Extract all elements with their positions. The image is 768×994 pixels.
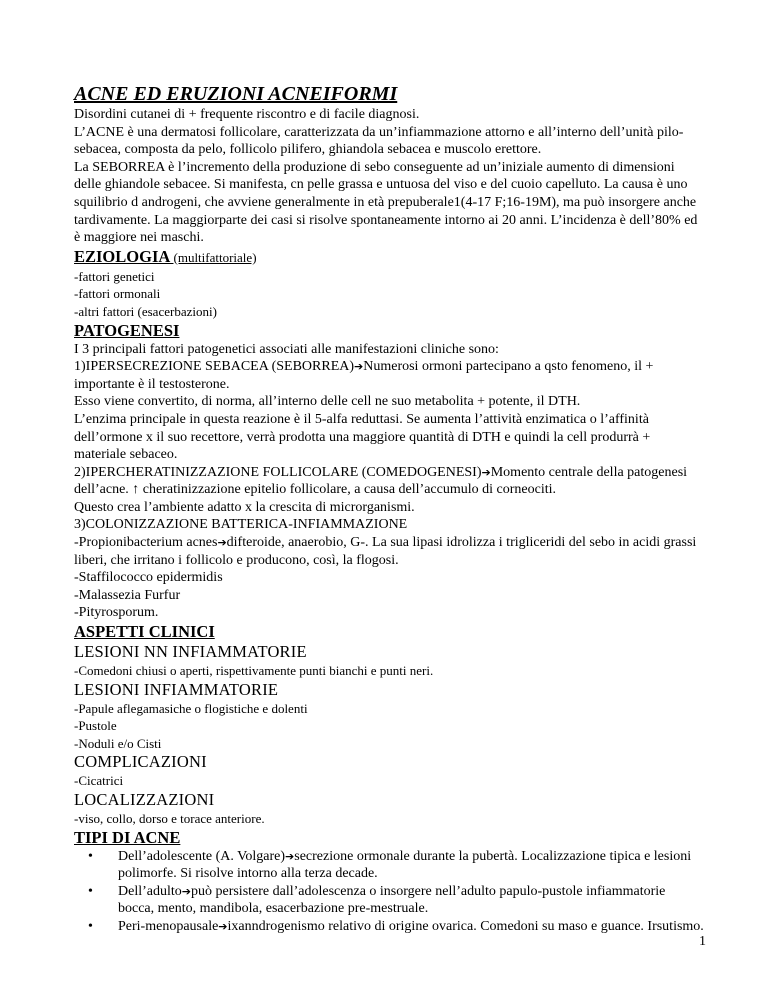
eziologia-subtitle: (multifattoriale) bbox=[173, 249, 257, 265]
arrow-right-icon: ➔ bbox=[354, 360, 364, 374]
heading-lesioni-nn-infiammatorie: LESIONI NN INFIAMMATORIE bbox=[74, 642, 307, 662]
heading-aspetti-clinici: ASPETTI CLINICI bbox=[74, 622, 215, 642]
factor-3-detail: -Propionibacterium acnes➔difteroide, anaerobio, G-. La sua lipasi idrolizza i trigliceridi del sebo in acidi grassi liberi, che irritano i follicolo e producono, così, la flogosi. bbox=[74, 535, 697, 568]
intro-acne: L’ACNE è una dermatosi follicolare, caratterizzata da un’infiammazione attorno e all’interno dell’unità pilo-sebacea, composta da pelo, follicolo pilifero, ghiandola sebacea e muscolo erettore. bbox=[74, 124, 684, 158]
lesion-item: -Pustole bbox=[74, 718, 117, 734]
list-item: • Dell’adolescente (A. Volgare)➔secrezione ormonale durante la pubertà. Localizzazione tipica e lesioni polimorfe. Si risolve intorno alla terza decade. bbox=[74, 848, 704, 883]
patogenesi-intro: I 3 principali fattori patogenetici associati alle manifestazioni cliniche sono: bbox=[74, 341, 499, 357]
arrow-right-icon: ➔ bbox=[217, 536, 227, 550]
heading-complicazioni: COMPLICAZIONI bbox=[74, 752, 207, 772]
lesion-item: -Comedoni chiusi o aperti, rispettivamente punti bianchi e punti neri. bbox=[74, 663, 434, 679]
microorganism-item: -Pityrosporum. bbox=[74, 605, 159, 621]
complication-item: -Cicatrici bbox=[74, 773, 124, 789]
intro-line-1: Disordini cutanei di + frequente riscontro e di facile diagnosi. bbox=[74, 107, 420, 122]
eziologia-item: -fattori genetici bbox=[74, 268, 155, 284]
factor-3: 3)COLONIZZAZIONE BATTERICA-INFIAMMAZIONE bbox=[74, 517, 408, 533]
factor-2: 2)IPERCHERATINIZZAZIONE FOLLICOLARE (COMEDOGENESI)➔Momento centrale della patogenesi dell’acne. ↑ cheratinizzazione epitelio follicolare, a causa dell’accumulo di corneociti. bbox=[74, 464, 688, 498]
list-item: • Dell’adulto➔può persistere dall’adolescenza o insorgere nell’adulto papulo-pustole infiammatorie bocca, mento, mandibola, esacerbazione pre-mestruale. bbox=[74, 883, 704, 918]
eziologia-item: -fattori ormonali bbox=[74, 286, 161, 302]
factor-1-detail: L’enzima principale in questa reazione è il 5-alfa reduttasi. Se aumenta l’attività enzimatica o l’affinità dell’ormone x il suo recettore, verrà prodotta una maggiore quantità di DTH e quindi la cell produrrà + materiale sebaceo. bbox=[74, 411, 651, 463]
arrow-right-icon: ➔ bbox=[481, 465, 491, 479]
page-number: 1 bbox=[699, 934, 706, 949]
heading-patogenesi: PATOGENESI bbox=[74, 320, 180, 340]
list-item: • Peri-menopausale➔ixanndrogenismo relativo di origine ovarica. Comedoni su maso e guance. Irsutismo. bbox=[74, 918, 704, 936]
arrow-right-icon: ➔ bbox=[218, 919, 228, 933]
heading-eziologia: EZIOLOGIA (multifattoriale) bbox=[74, 246, 257, 266]
factor-1: 1)IPERSECREZIONE SEBACEA (SEBORREA)➔Numerosi ormoni partecipano a qsto fenomeno, il + importante è il testosterone. bbox=[74, 359, 654, 392]
document-page bbox=[74, 82, 704, 936]
eziologia-item: -altri fattori (esacerbazioni) bbox=[74, 303, 217, 319]
microorganism-item: -Malassezia Furfur bbox=[74, 587, 181, 603]
factor-2-detail: Questo crea l’ambiente adatto x la crescita di microrganismi. bbox=[74, 499, 415, 515]
arrow-right-icon: ➔ bbox=[181, 884, 191, 898]
lesion-item: -Noduli e/o Cisti bbox=[74, 735, 162, 751]
factor-1-detail: Esso viene convertito, di norma, all’interno delle cell ne suo metabolita + potente, il DTH. bbox=[74, 394, 581, 410]
arrow-right-icon: ➔ bbox=[285, 849, 295, 863]
intro-seborrea: La SEBORREA è l’incremento della produzione di sebo conseguente ad un’iniziale aumento di dimensioni delle ghiandole sebacee. Si manifesta, cn pelle grassa e untuosa del viso e del cuoio capelluto. La causa è uno squilibrio d androgeni, che avviene generalmente in età prepuberale1(4-17 F;16-19M), ma può insorgere anche tardivamente. La maggiorparte dei casi si risolve spontaneamente intorno ai 20 anni. L’incidenza è dell’80% ed è maggiore nei maschi. bbox=[74, 159, 698, 246]
lesion-item: -Papule aflegamasiche o flogistiche e dolenti bbox=[74, 700, 308, 716]
location-item: -viso, collo, dorso e torace anteriore. bbox=[74, 811, 265, 826]
arrow-up-icon: ↑ bbox=[132, 482, 140, 498]
heading-tipi-di-acne: TIPI DI ACNE bbox=[74, 827, 181, 847]
heading-lesioni-infiammatorie: LESIONI INFIAMMATORIE bbox=[74, 679, 279, 699]
heading-localizzazioni: LOCALIZZAZIONI bbox=[74, 790, 215, 809]
acne-types-list bbox=[74, 848, 704, 936]
microorganism-item: -Staffilococco epidermidis bbox=[74, 570, 223, 586]
document-title: ACNE ED ERUZIONI ACNEIFORMI bbox=[74, 83, 398, 105]
